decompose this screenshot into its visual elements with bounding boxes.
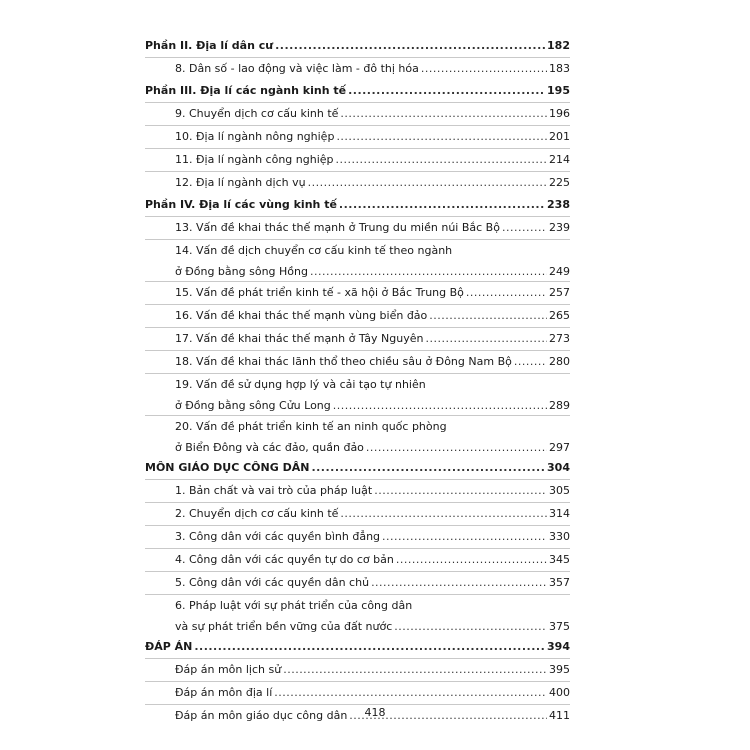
section-page-number: 195 bbox=[547, 84, 570, 97]
entry-page-number: 330 bbox=[549, 530, 570, 543]
section-page-number: 182 bbox=[547, 39, 570, 52]
section-title: MÔN GIÁO DỤC CÔNG DÂN bbox=[145, 461, 310, 474]
entry-title: ở Biển Đông và các đảo, quần đảo bbox=[175, 441, 364, 454]
dot-leader bbox=[348, 83, 545, 98]
dot-leader bbox=[340, 506, 547, 521]
dot-leader bbox=[425, 331, 547, 346]
entry-line2 bbox=[175, 440, 570, 455]
toc-section-heading bbox=[145, 636, 570, 659]
toc-entry bbox=[145, 172, 570, 194]
entry-title: 9. Chuyển dịch cơ cấu kinh tế bbox=[175, 107, 339, 120]
toc-section-heading bbox=[145, 80, 570, 103]
entry-title-line1: 19. Vấn đề sử dụng hợp lý và cải tạo tự nhiên bbox=[175, 378, 426, 391]
entry-title: 1. Bản chất và vai trò của pháp luật bbox=[175, 484, 373, 497]
toc-entry bbox=[145, 682, 570, 705]
dot-leader bbox=[421, 61, 547, 76]
entry-title: 5. Công dân với các quyền dân chủ bbox=[175, 576, 370, 589]
dot-leader bbox=[311, 460, 545, 475]
dot-leader bbox=[396, 552, 547, 567]
entry-page-number: 196 bbox=[549, 107, 570, 120]
toc-entry bbox=[145, 240, 570, 282]
section-title: Phần II. Địa lí dân cư bbox=[145, 39, 274, 52]
toc-entry bbox=[145, 351, 570, 374]
dot-leader bbox=[340, 106, 547, 121]
entry-title: Đáp án môn giáo dục công dân bbox=[175, 709, 348, 722]
dot-leader bbox=[333, 398, 547, 413]
toc-entry bbox=[145, 103, 570, 126]
dot-leader bbox=[466, 285, 547, 300]
entry-title: 17. Vấn đề khai thác thế mạnh ở Tây Nguyên bbox=[175, 332, 424, 345]
entry-title: ở Đồng bằng sông Cửu Long bbox=[175, 399, 331, 412]
toc-section-heading bbox=[145, 457, 570, 480]
entry-line2 bbox=[175, 619, 570, 634]
entry-page-number: 273 bbox=[549, 332, 570, 345]
dot-leader bbox=[308, 175, 547, 190]
entry-title-line1: 20. Vấn đề phát triển kinh tế an ninh quốc phòng bbox=[175, 420, 447, 433]
entry-line2 bbox=[175, 398, 570, 413]
dot-leader bbox=[274, 685, 547, 700]
section-title: Phần IV. Địa lí các vùng kinh tế bbox=[145, 198, 337, 211]
section-title: Phần III. Địa lí các ngành kinh tế bbox=[145, 84, 347, 97]
section-page-number: 304 bbox=[547, 461, 570, 474]
entry-title: Đáp án môn lịch sử bbox=[175, 663, 282, 676]
dot-leader bbox=[339, 197, 545, 212]
dot-leader bbox=[502, 220, 547, 235]
entry-title: 2. Chuyển dịch cơ cấu kinh tế bbox=[175, 507, 339, 520]
toc-entry bbox=[145, 305, 570, 328]
entry-page-number: 201 bbox=[549, 130, 570, 143]
toc-entry bbox=[145, 595, 570, 636]
page-number: 418 bbox=[364, 706, 386, 719]
entry-page-number: 411 bbox=[549, 709, 570, 722]
entry-page-number: 375 bbox=[549, 620, 570, 633]
entry-title: 4. Công dân với các quyền tự do cơ bản bbox=[175, 553, 394, 566]
dot-leader bbox=[366, 440, 547, 455]
toc-entry bbox=[145, 549, 570, 572]
toc-entry bbox=[145, 374, 570, 416]
entry-page-number: 314 bbox=[549, 507, 570, 520]
section-page-number: 394 bbox=[547, 640, 570, 653]
entry-page-number: 400 bbox=[549, 686, 570, 699]
dot-leader bbox=[310, 264, 547, 279]
toc-entry bbox=[145, 149, 570, 172]
toc-entry bbox=[145, 416, 570, 457]
entry-page-number: 297 bbox=[549, 441, 570, 454]
dot-leader bbox=[336, 129, 547, 144]
section-page-number: 238 bbox=[547, 198, 570, 211]
entry-line2 bbox=[175, 264, 570, 279]
entry-page-number: 289 bbox=[549, 399, 570, 412]
dot-leader bbox=[275, 38, 545, 53]
dot-leader bbox=[194, 639, 545, 654]
entry-page-number: 257 bbox=[549, 286, 570, 299]
dot-leader bbox=[382, 529, 547, 544]
dot-leader bbox=[394, 619, 547, 634]
entry-title: 10. Địa lí ngành nông nghiệp bbox=[175, 130, 335, 143]
toc-entry bbox=[145, 282, 570, 305]
toc-entry bbox=[145, 328, 570, 351]
entry-title: 15. Vấn đề phát triển kinh tế - xã hội ở Bắc Trung Bộ bbox=[175, 286, 464, 299]
entry-title: và sự phát triển bền vững của đất nước bbox=[175, 620, 393, 633]
entry-title: 11. Địa lí ngành công nghiệp bbox=[175, 153, 334, 166]
entry-page-number: 265 bbox=[549, 309, 570, 322]
toc-entry bbox=[145, 526, 570, 549]
toc-entry bbox=[145, 572, 570, 595]
entry-title: ở Đồng bằng sông Hồng bbox=[175, 265, 308, 278]
entry-title: 8. Dân số - lao động và việc làm - đô thị hóa bbox=[175, 62, 419, 75]
entry-title: 13. Vấn đề khai thác thế mạnh ở Trung du miền núi Bắc Bộ bbox=[175, 221, 500, 234]
dot-leader bbox=[374, 483, 547, 498]
toc-entry bbox=[145, 480, 570, 503]
toc-entry bbox=[145, 126, 570, 149]
entry-page-number: 214 bbox=[549, 153, 570, 166]
entry-page-number: 183 bbox=[549, 62, 570, 75]
toc-entry bbox=[145, 503, 570, 526]
dot-leader bbox=[283, 662, 547, 677]
entry-title: Đáp án môn địa lí bbox=[175, 686, 273, 699]
toc-section-heading bbox=[145, 194, 570, 217]
entry-page-number: 280 bbox=[549, 355, 570, 368]
entry-page-number: 225 bbox=[549, 176, 570, 189]
entry-title-line1: 14. Vấn đề dịch chuyển cơ cấu kinh tế theo ngành bbox=[175, 244, 453, 257]
toc-entry bbox=[145, 659, 570, 682]
entry-title-line1: 6. Pháp luật với sự phát triển của công dân bbox=[175, 599, 413, 612]
entry-page-number: 345 bbox=[549, 553, 570, 566]
dot-leader bbox=[371, 575, 547, 590]
entry-page-number: 395 bbox=[549, 663, 570, 676]
toc-entry bbox=[145, 58, 570, 80]
entry-page-number: 239 bbox=[549, 221, 570, 234]
entry-page-number: 305 bbox=[549, 484, 570, 497]
entry-page-number: 357 bbox=[549, 576, 570, 589]
toc-section-heading bbox=[145, 35, 570, 58]
section-title: ĐÁP ÁN bbox=[145, 640, 193, 653]
dot-leader bbox=[429, 308, 547, 323]
entry-title: 16. Vấn đề khai thác thế mạnh vùng biển đảo bbox=[175, 309, 428, 322]
toc-entry bbox=[145, 217, 570, 240]
dot-leader bbox=[514, 354, 547, 369]
table-of-contents bbox=[145, 35, 570, 727]
dot-leader bbox=[336, 152, 547, 167]
entry-title: 3. Công dân với các quyền bình đẳng bbox=[175, 530, 381, 543]
entry-title: 12. Địa lí ngành dịch vụ bbox=[175, 176, 306, 189]
entry-title: 18. Vấn đề khai thác lãnh thổ theo chiều sâu ở Đông Nam Bộ bbox=[175, 355, 512, 368]
entry-page-number: 249 bbox=[549, 265, 570, 278]
